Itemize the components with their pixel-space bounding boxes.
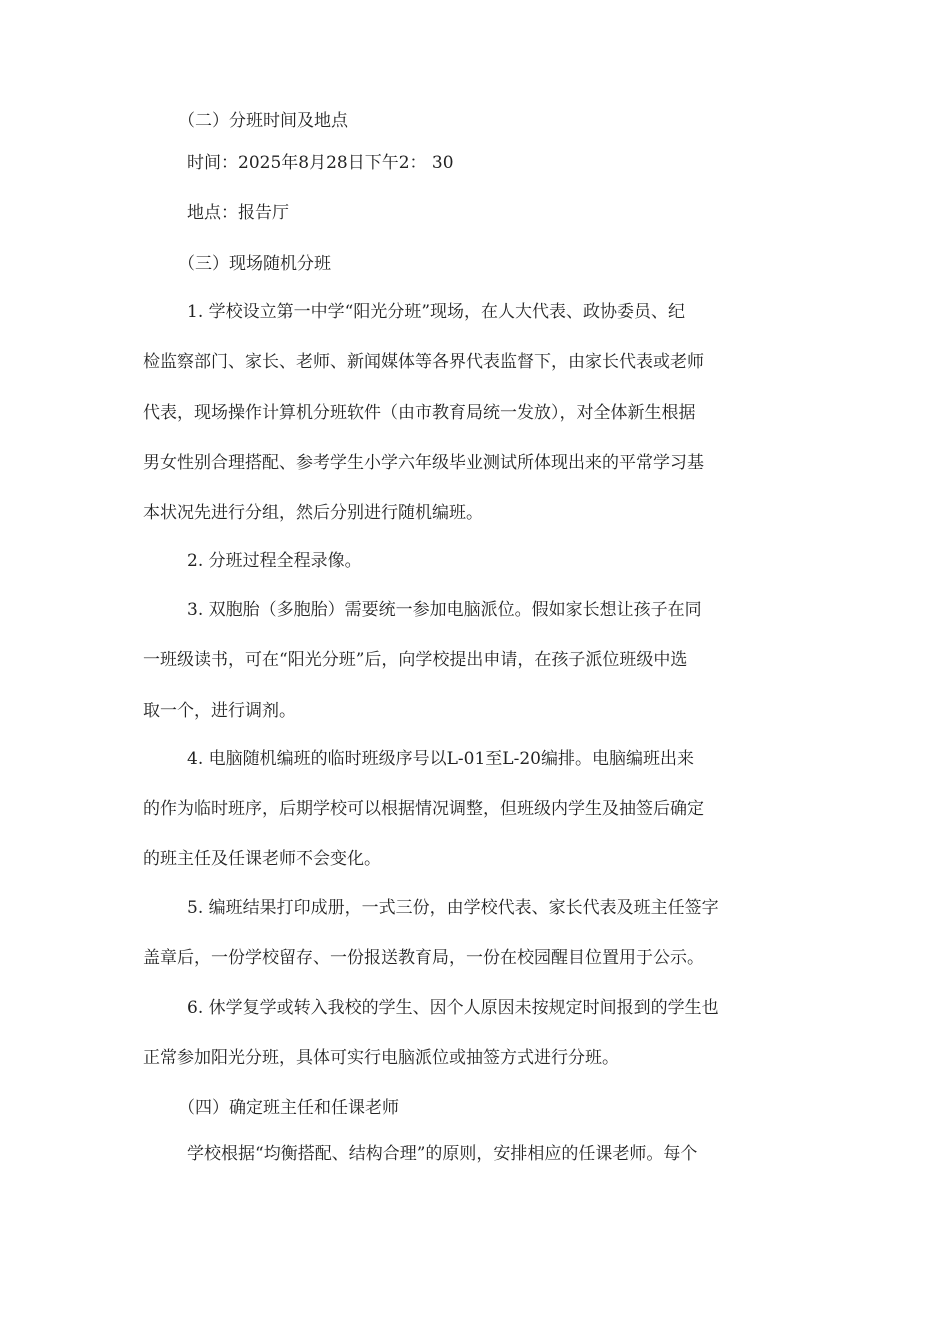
paragraph-line: 代表，现场操作计算机分班软件（由市教育局统一发放），对全体新生根据: [143, 403, 696, 423]
paragraph-line: 盖章后，一份学校留存、一份报送教育局，一份在校园醒目位置用于公示。: [143, 948, 704, 968]
section-heading-time-place: （二）分班时间及地点: [178, 111, 348, 131]
paragraph-line: 检监察部门、家长、老师、新闻媒体等各界代表监督下，由家长代表或老师: [143, 352, 704, 372]
paragraph-line: 正常参加阳光分班，具体可实行电脑派位或抽签方式进行分班。: [143, 1048, 619, 1068]
paragraph-line: 3. 双胞胎（多胞胎）需要统一参加电脑派位。假如家长想让孩子在同: [187, 600, 702, 620]
section-heading-teachers: （四）确定班主任和任课老师: [178, 1098, 399, 1118]
paragraph-line: 本状况先进行分组，然后分别进行随机编班。: [143, 503, 483, 523]
paragraph-line: 一班级读书，可在“阳光分班”后，向学校提出申请，在孩子派位班级中选: [143, 650, 688, 670]
section-heading-random: （三）现场随机分班: [178, 254, 331, 274]
time-line: 时间：2025年8月28日下午2： 30: [187, 153, 454, 173]
paragraph-line: 学校根据“均衡搭配、结构合理”的原则，安排相应的任课老师。每个: [187, 1144, 698, 1164]
paragraph-line: 1. 学校设立第一中学“阳光分班”现场，在人大代表、政协委员、纪: [187, 302, 686, 322]
paragraph-line: 5. 编班结果打印成册，一式三份，由学校代表、家长代表及班主任签字: [187, 898, 719, 918]
place-line: 地点：报告厅: [187, 203, 289, 223]
paragraph-line: 的班主任及任课老师不会变化。: [143, 849, 381, 869]
paragraph-line: 6. 休学复学或转入我校的学生、因个人原因未按规定时间报到的学生也: [187, 998, 719, 1018]
paragraph-line: 的作为临时班序，后期学校可以根据情况调整，但班级内学生及抽签后确定: [143, 799, 704, 819]
paragraph-line: 4. 电脑随机编班的临时班级序号以L-01至L-20编排。电脑编班出来: [187, 749, 694, 769]
paragraph-line: 男女性别合理搭配、参考学生小学六年级毕业测试所体现出来的平常学习基: [143, 453, 704, 473]
paragraph-line: 2. 分班过程全程录像。: [187, 551, 362, 571]
paragraph-line: 取一个，进行调剂。: [143, 701, 296, 721]
